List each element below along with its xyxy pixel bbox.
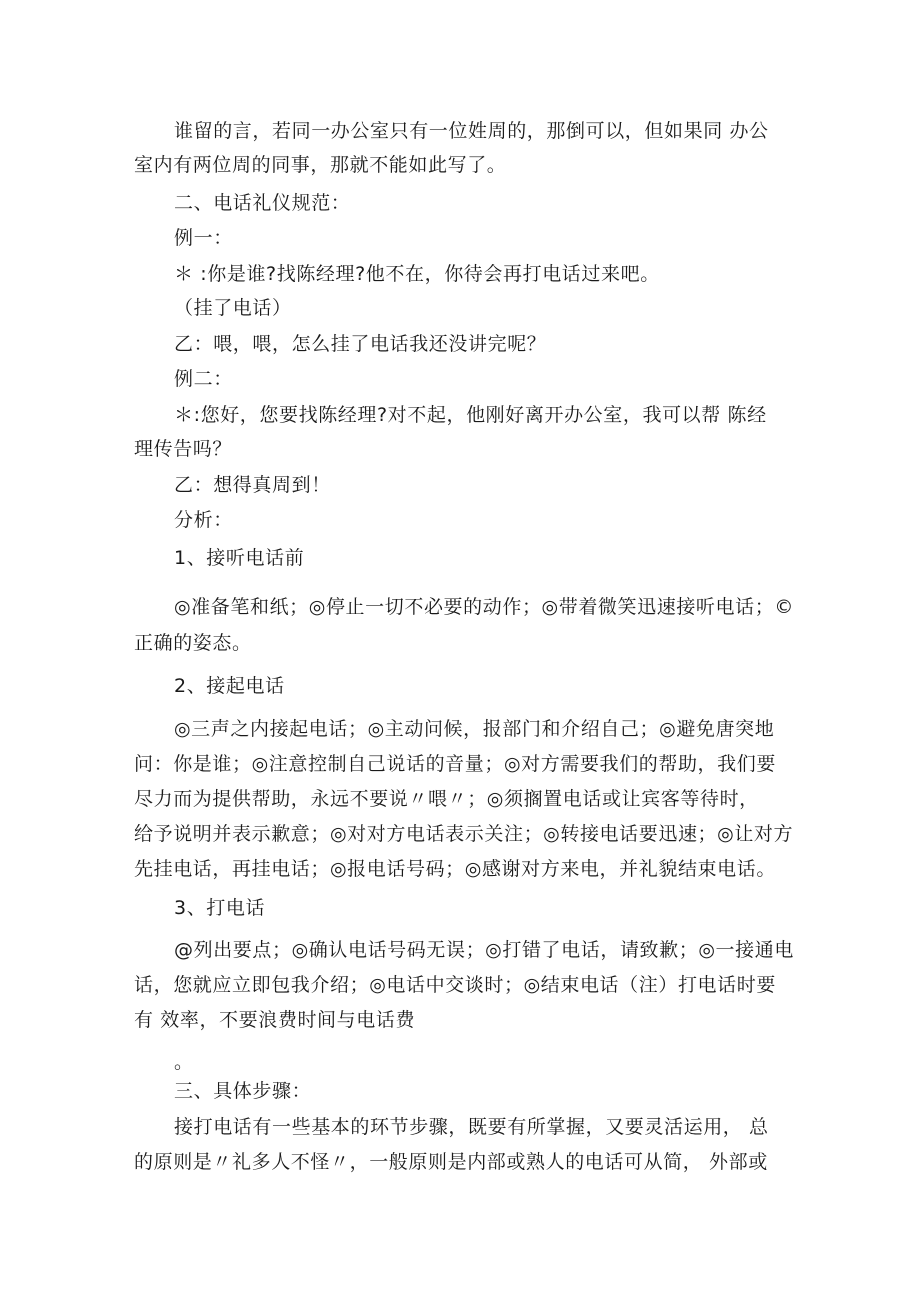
paragraph-line: 接打电话有一些基本的环节步骤，既要有所掌握，又要灵活运用， 总: [174, 1116, 769, 1138]
subheading: 3、打电话: [174, 897, 266, 919]
paragraph-line: 谁留的言，若同一办公室只有一位姓周的，那倒可以，但如果同 办公: [174, 120, 769, 142]
paragraph-line: 先挂电话，再挂电话；◎报电话号码；◎感谢对方来电，并礼貌结束电话。: [134, 858, 776, 880]
paragraph-line: 。: [174, 1051, 194, 1073]
paragraph-line: 有 效率，不要浪费时间与电话费: [134, 1009, 416, 1031]
paragraph-line: 尽力而为提供帮助，永远不要说〃喂〃；◎须搁置电话或让宾客等待时，: [134, 788, 759, 810]
example-label: 例一：: [174, 227, 233, 249]
dialogue-line: ＊:您好，您要找陈经理?对不起，他刚好离开办公室，我可以帮 陈经: [174, 404, 767, 426]
subheading: 1、接听电话前: [174, 547, 305, 569]
paragraph-line: ◎准备笔和纸；◎停止一切不必要的动作；◎带着微笑迅速接听电话；©: [174, 596, 794, 618]
dialogue-line: 乙：喂，喂，怎么挂了电话我还没讲完呢？: [174, 333, 547, 355]
paragraph-line: 话，您就应立即包我介绍；◎电话中交谈时；◎结束电话（注）打电话时要: [134, 974, 776, 996]
paragraph-line: ◎三声之内接起电话；◎主动问候，报部门和介绍自己；◎避免唐突地: [174, 718, 775, 740]
analysis-label: 分析：: [174, 509, 233, 531]
paragraph-line: 的原则是〃礼多人不怪〃，一般原则是内部或熟人的电话可从简， 外部或: [134, 1151, 768, 1173]
paragraph-line: 正确的姿态。: [134, 632, 252, 654]
section-heading: 二、电话礼仪规范：: [174, 192, 351, 214]
subheading: 2、接起电话: [174, 675, 285, 697]
dialogue-line: 理传告吗？: [134, 438, 233, 460]
paragraph-line: 问：你是谁；◎注意控制自己说话的音量；◎对方需要我们的帮助，我们要: [134, 753, 776, 775]
example-label: 例二：: [174, 368, 233, 390]
section-heading: 三、具体步骤：: [174, 1080, 312, 1102]
paragraph-line: 室内有两位周的同事，那就不能如此写了。: [134, 154, 507, 176]
dialogue-line: ＊ :你是谁?找陈经理?他不在，你待会再打电话过来吧。: [174, 263, 660, 285]
paragraph-line: 给予说明并表示歉意；◎对对方电话表示关注；◎转接电话要迅速；◎让对方: [134, 823, 794, 845]
dialogue-line: （挂了电话）: [174, 297, 292, 319]
dialogue-line: 乙：想得真周到！: [174, 474, 331, 496]
paragraph-line: @列出要点；◎确认电话号码无误；◎打错了电话，请致歉；◎一接通电: [174, 939, 794, 961]
